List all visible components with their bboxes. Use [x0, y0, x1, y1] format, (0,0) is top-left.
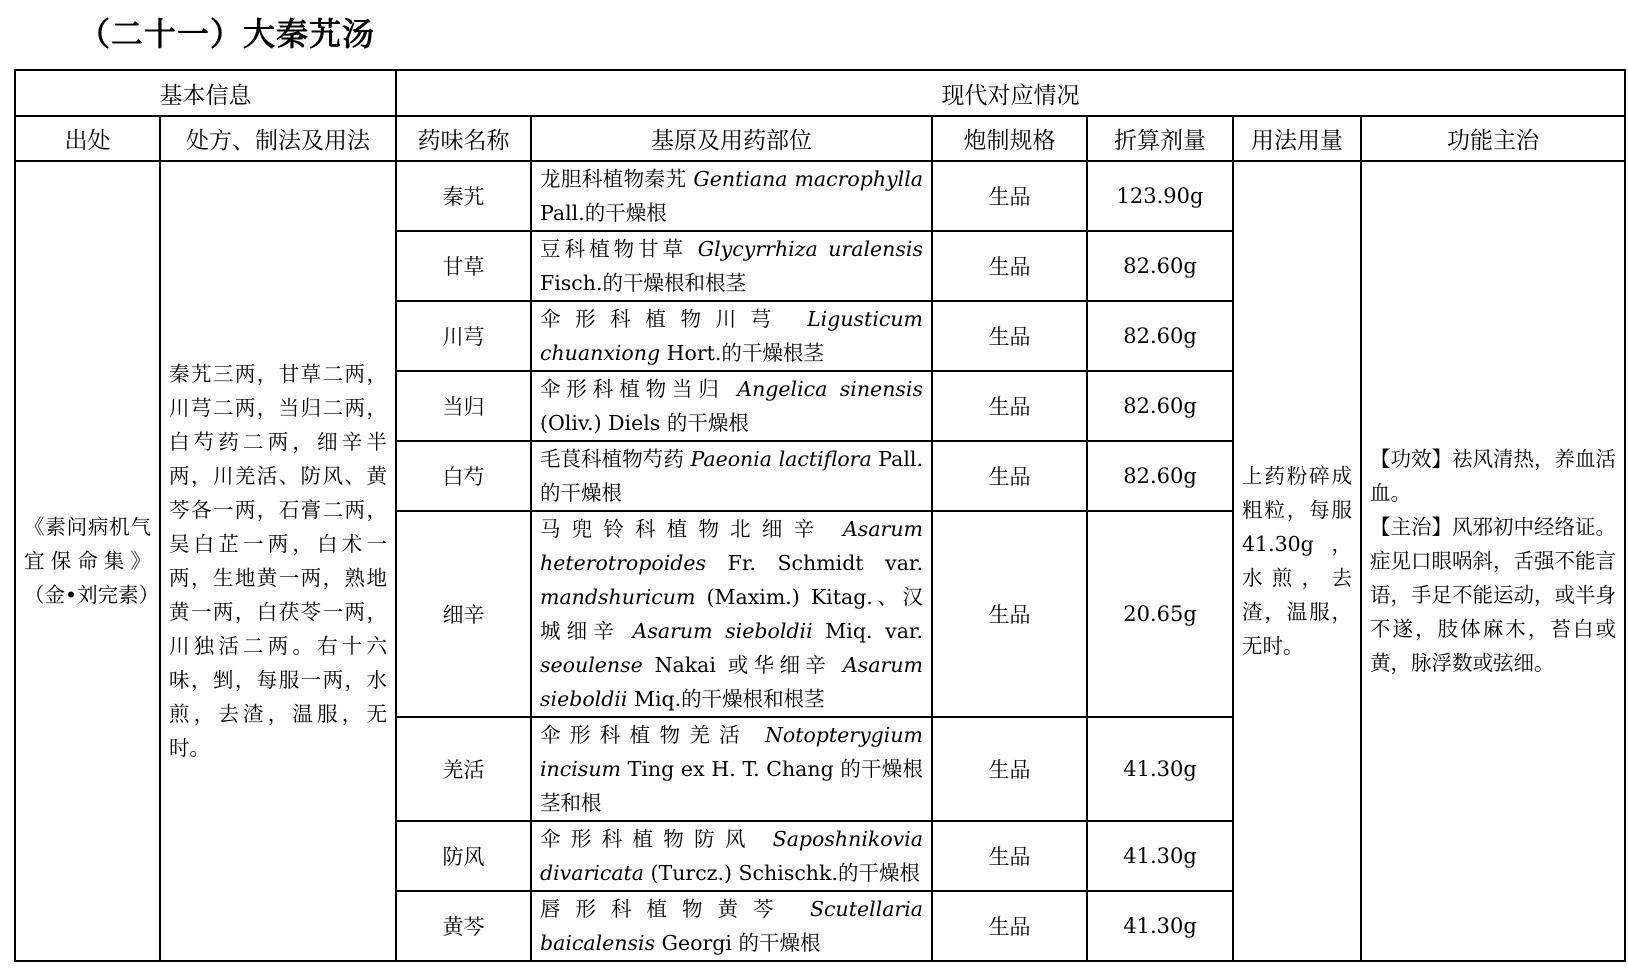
herb-name: 甘草: [396, 231, 531, 301]
herb-processing: 生品: [932, 441, 1087, 511]
herb-processing: 生品: [932, 511, 1087, 717]
column-header-usage: 用法用量: [1233, 116, 1361, 161]
herb-dose: 20.65g: [1087, 511, 1233, 717]
column-header-herb-name: 药味名称: [396, 116, 531, 161]
herb-name: 羌活: [396, 717, 531, 821]
herb-dose: 82.60g: [1087, 441, 1233, 511]
herb-origin: 伞形科植物川芎 Ligusticum chuanxiong Hort.的干燥根茎: [531, 301, 932, 371]
group-header-basic-info: 基本信息: [15, 70, 396, 116]
herb-processing: 生品: [932, 301, 1087, 371]
effect-text: 祛风清热，养血活血。: [1370, 447, 1616, 505]
herb-name: 黄芩: [396, 891, 531, 961]
herb-name: 白芍: [396, 441, 531, 511]
column-header-prescription: 处方、制法及用法: [160, 116, 396, 161]
herb-processing: 生品: [932, 371, 1087, 441]
herb-name: 川芎: [396, 301, 531, 371]
herb-dose: 82.60g: [1087, 371, 1233, 441]
herb-processing: 生品: [932, 891, 1087, 961]
column-header-processing: 炮制规格: [932, 116, 1087, 161]
herb-processing: 生品: [932, 717, 1087, 821]
herb-dose: 41.30g: [1087, 891, 1233, 961]
herb-dose: 123.90g: [1087, 161, 1233, 231]
column-header-origin: 基原及用药部位: [531, 116, 932, 161]
group-header-modern-correspondence: 现代对应情况: [396, 70, 1625, 116]
usage-cell: 上药粉碎成粗粒，每服41.30g，水煎，去渣，温服，无时。: [1233, 161, 1361, 961]
herb-origin: 伞形科植物防风 Saposhnikovia divaricata (Turcz.) Schischk.的干燥根: [531, 821, 932, 891]
table-row: [15, 161, 1625, 231]
page-title: （二十一）大秦艽汤: [78, 15, 376, 53]
herb-processing: 生品: [932, 821, 1087, 891]
herb-origin: 伞形科植物当归 Angelica sinensis (Oliv.) Diels 的干燥根: [531, 371, 932, 441]
herb-dose: 41.30g: [1087, 821, 1233, 891]
herb-processing: 生品: [932, 231, 1087, 301]
herb-origin: 马兜铃科植物北细辛 Asarum heterotropoides Fr. Schmidt var. mandshuricum (Maxim.) Kitag.、汉城细辛 Asarum sieboldii Miq. var. seoulense Nakai 或华细辛 Asarum sieboldii Miq.的干燥根和根茎: [531, 511, 932, 717]
prescription-table: [14, 69, 1626, 962]
herb-origin: 毛茛科植物芍药 Paeonia lactiflora Pall.的干燥根: [531, 441, 932, 511]
column-header-row: [15, 116, 1625, 161]
indication-text: 风邪初中经络证。症见口眼㖞斜，舌强不能言语，手足不能运动，或半身不遂，肢体麻木，苔白或黄，脉浮数或弦细。: [1370, 515, 1616, 675]
herb-dose: 82.60g: [1087, 301, 1233, 371]
column-header-dose: 折算剂量: [1087, 116, 1233, 161]
herb-name: 当归: [396, 371, 531, 441]
indication-label: 【主治】: [1370, 515, 1452, 539]
herb-name: 防风: [396, 821, 531, 891]
effect-label: 【功效】: [1370, 447, 1452, 471]
herb-processing: 生品: [932, 161, 1087, 231]
herb-origin: 唇形科植物黄芩 Scutellaria baicalensis Georgi 的干燥根: [531, 891, 932, 961]
herb-name: 秦艽: [396, 161, 531, 231]
herb-origin: 豆科植物甘草 Glycyrrhiza uralensis Fisch.的干燥根和根茎: [531, 231, 932, 301]
group-header-row: [15, 70, 1625, 116]
source-cell: 《素问病机气宜保命集》（金•刘完素）: [15, 161, 160, 961]
herb-dose: 82.60g: [1087, 231, 1233, 301]
prescription-cell: 秦艽三两，甘草二两，川芎二两，当归二两，白芍药二两，细辛半两，川羌活、防风、黄芩各一两，石膏二两，吴白芷一两，白术一两，生地黄一两，熟地黄一两，白茯苓一两，川独活二两。右十六味，剉，每服一两，水煎，去渣，温服，无时。: [160, 161, 396, 961]
column-header-source: 出处: [15, 116, 160, 161]
herb-name: 细辛: [396, 511, 531, 717]
function-cell: [1361, 161, 1625, 961]
column-header-function: 功能主治: [1361, 116, 1625, 161]
herb-origin: 龙胆科植物秦艽 Gentiana macrophylla Pall.的干燥根: [531, 161, 932, 231]
herb-origin: 伞形科植物羌活 Notopterygium incisum Ting ex H. T. Chang 的干燥根茎和根: [531, 717, 932, 821]
herb-dose: 41.30g: [1087, 717, 1233, 821]
